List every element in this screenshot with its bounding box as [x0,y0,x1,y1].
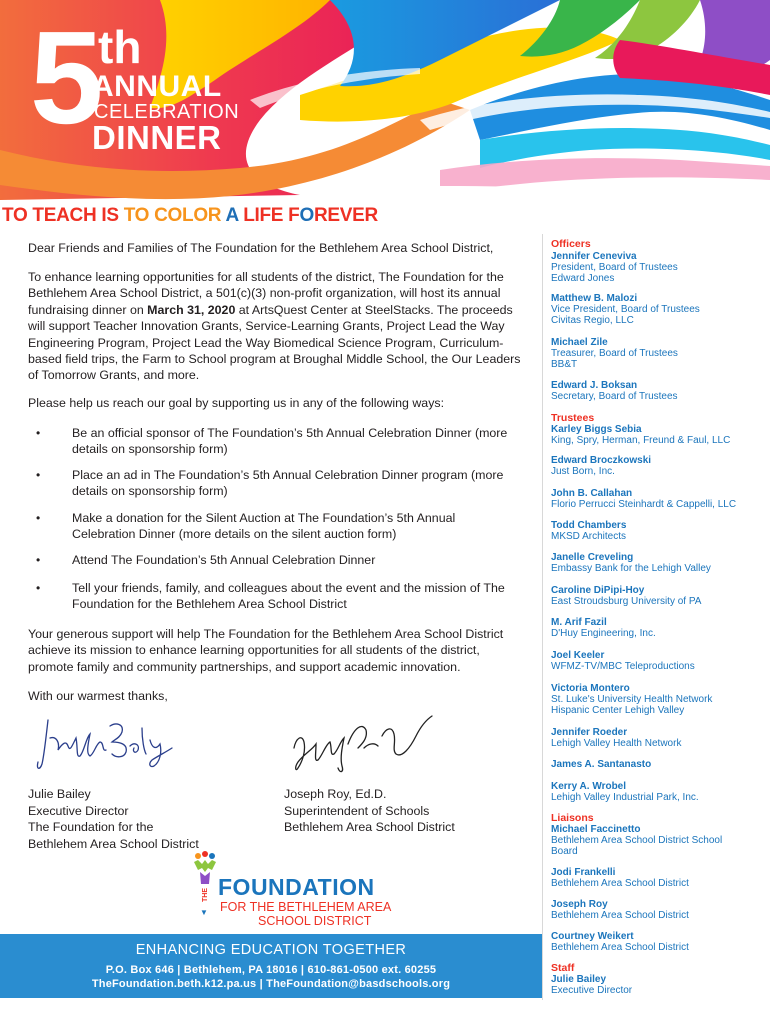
signer-org: The Foundation for the [28,820,154,834]
officers-heading: Officers [551,238,591,250]
list-item-text: Tell your friends, family, and colleagues about the event and the mission of The Foundation for the Bethlehem Area School District [72,581,505,612]
signer-org: Bethlehem Area School District [28,836,199,851]
signer-name: Joseph Roy, Ed.D. [284,787,387,801]
salutation: Dear Friends and Families of The Foundation for the Bethlehem Area School District, [28,241,494,255]
footer-title: ENHANCING EDUCATION TOGETHER [135,942,407,958]
signature-block-left [28,786,199,852]
foundation-logo [190,850,390,930]
board-sidebar [542,234,770,1000]
member-role: Vice President, Board of Trustees [551,304,700,315]
member-affiliation: Just Born, Inc. [551,466,615,477]
bullet: • [36,511,41,525]
member-affiliation: D'Huy Engineering, Inc. [551,628,656,639]
footer-web: TheFoundation.beth.k12.pa.us | TheFoundation@basdschools.org [91,978,451,990]
member-name: Jennifer Ceneviva [551,251,637,262]
tagline [2,205,378,227]
member-affiliation: Hispanic Center Lehigh Valley [551,705,685,716]
list-item-text: Attend The Foundation’s 5th Annual Celebration Dinner [72,553,376,567]
ways-intro: Please help us reach our goal by supporting us in any of the following ways: [28,396,445,410]
member-affiliation: Embassy Bank for the Lehigh Valley [551,563,711,574]
bullet: • [36,553,41,567]
member-name: M. Arif Fazil [551,617,607,628]
tagline-part: A [225,205,239,226]
member-name: Joel Keeler [551,650,605,661]
event-date: March 31, 2020 [147,302,236,317]
signature-julie-bailey [30,708,180,778]
logo-the: THE [202,888,209,902]
closing-paragraph: Your generous support will help The Foundation for the Bethlehem Area School District achieve its mission to enhance learning opportunities for all students of the district, promote family and community partnerships, and support academic innovation. [28,627,504,674]
tagline-part: O [299,205,314,226]
tagline-part: F [288,205,300,226]
member-name: Michael Zile [551,337,608,348]
member-affiliation: Lehigh Valley Health Network [551,738,682,749]
logo-subtitle: SCHOOL DISTRICT [258,914,372,928]
member-name: John B. Callahan [551,488,633,499]
member-name: Victoria Montero [551,683,630,694]
member-name: Jodi Frankelli [551,867,616,878]
logo-subtitle: FOR THE BETHLEHEM AREA [220,900,392,914]
member-role: Secretary, Board of Trustees [551,391,678,402]
footer-bar [0,934,542,998]
member-affiliation: East Stroudsburg University of PA [551,596,702,607]
banner-number: 5 [30,4,100,151]
triangle-icon: ▼ [200,908,208,917]
member-name: Julie Bailey [551,974,607,985]
member-name: Joseph Roy [551,899,608,910]
member-role: President, Board of Trustees [551,262,678,273]
liaisons-heading: Liaisons [551,812,594,824]
banner-celebration: CELEBRATION [94,101,240,123]
member-affiliation: Board [551,846,578,857]
bullet: • [36,468,41,482]
member-name: Karley Biggs Sebia [551,424,642,435]
sign-off: With our warmest thanks, [28,689,168,703]
member-name: Janelle Creveling [551,552,634,563]
member-name: Edward J. Boksan [551,380,638,391]
tagline-part: TO COLOR [123,205,226,226]
footer-address: P.O. Box 646 | Bethlehem, PA 18016 | 610-861-0500 ext. 60255 [105,964,437,976]
member-affiliation: BB&T [551,359,578,370]
people-icon [190,850,220,890]
member-affiliation: MKSD Architects [551,531,627,542]
member-affiliation: Edward Jones [551,273,615,284]
signature-block-right [284,786,455,836]
staff-heading: Staff [551,962,575,974]
member-name: Todd Chambers [551,520,627,531]
signer-name: Julie Bailey [28,787,91,801]
bullet: • [36,581,41,595]
tagline-part: TO TEACH IS [2,205,124,226]
member-name: Caroline DiPipi-Hoy [551,585,645,596]
list-item-text: Be an official sponsor of The Foundation’s 5th Annual Celebration Dinner (more details on sponsorship form) [72,426,508,457]
member-affiliation: Bethlehem Area School District [551,910,689,921]
banner-annual: ANNUAL [92,70,222,103]
member-role: Executive Director [551,985,633,996]
signer-title: Superintendent of Schools [284,803,430,818]
member-name: Kerry A. Wrobel [551,781,627,792]
member-role: Treasurer, Board of Trustees [551,348,678,359]
member-affiliation: Bethlehem Area School District [551,878,689,889]
banner-ordinal: th [98,21,142,73]
trustees-heading: Trustees [551,412,595,424]
banner-dinner: DINNER [92,119,222,156]
member-affiliation: WFMZ-TV/MBC Teleproductions [551,661,695,672]
intro-text-cont: at ArtsQuest Center at SteelStacks. The proceeds will support Teacher Innovation Grants, Service-Learning Grants, Project Lead the Way Engineering Program, Project Lead the Way Biomedical Science Program, Curriculum-based field trips, the Farm to School program at Broughal Middle School, the Our Leaders of Tomorrow Grants, and more. [28,302,521,383]
member-affiliation: Florio Perrucci Steinhardt & Cappelli, LLC [551,499,737,510]
member-name: Jennifer Roeder [551,727,628,738]
member-affiliation: Civitas Regio, LLC [551,315,634,326]
member-name: Edward Broczkowski [551,455,652,466]
member-name: Michael Faccinetto [551,824,641,835]
signature-stroke [294,716,432,772]
member-affiliation: Bethlehem Area School District [551,942,689,953]
member-name: James A. Santanasto [551,759,652,770]
list-item-text: Make a donation for the Silent Auction at The Foundation’s 5th Annual Celebration Dinner (more details on the silent auction form) [72,511,456,542]
member-affiliation: King, Spry, Herman, Freund & Faul, LLC [551,435,731,446]
signer-title: Executive Director [28,803,129,818]
signature-stroke [37,720,172,768]
logo-foundation: FOUNDATION [218,874,375,900]
member-affiliation: St. Luke's University Health Network [551,694,713,705]
header-banner [0,0,770,200]
member-affiliation: Bethlehem Area School District School [551,835,723,846]
signer-org: Bethlehem Area School District [284,820,455,834]
list-item-text: Place an ad in The Foundation’s 5th Annual Celebration Dinner program (more details on sponsorship form) [72,468,504,499]
signature-joseph-roy [282,708,442,778]
member-affiliation: Lehigh Valley Industrial Park, Inc. [551,792,699,803]
tagline-part: REVER [313,205,378,226]
intro-paragraph [28,269,528,384]
bullet: • [36,426,41,440]
tagline-part: LIFE [238,205,289,226]
intro-text: To enhance learning opportunities for all students of the district, The Foundation for the Bethlehem Area School District, a 501(c)(3) non-profit organization, will host its annual fundraising dinner on [28,270,504,317]
member-name: Matthew B. Malozi [551,293,638,304]
member-name: Courtney Weikert [551,931,634,942]
